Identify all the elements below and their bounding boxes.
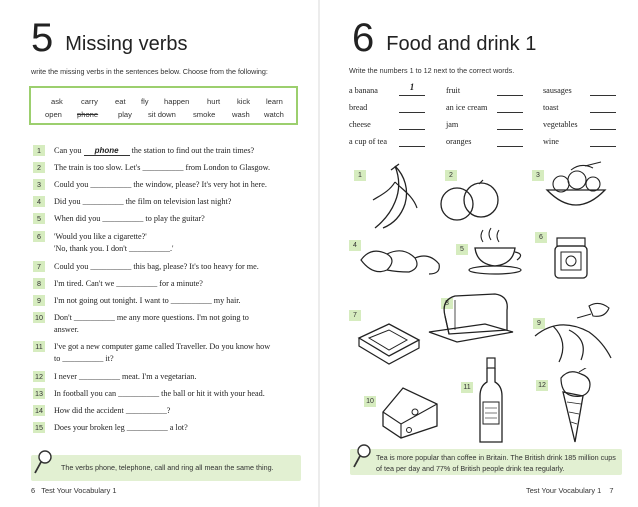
food-word: fruit [446, 86, 461, 95]
food-word: an ice cream [446, 103, 488, 112]
tip-box [350, 449, 622, 475]
unit-number: 6 [352, 16, 375, 60]
question-text: Could you __________ this bag, please? It's too heavy for me. [54, 262, 259, 271]
answer-blank [497, 86, 523, 96]
question-number: 5 [33, 213, 45, 224]
question-number: 6 [33, 231, 45, 242]
question-number: 14 [35, 406, 43, 415]
word-item: carry [81, 97, 98, 106]
answer-blank [590, 86, 616, 96]
food-word: cheese [349, 120, 371, 129]
answer-blank [399, 120, 425, 130]
question-text: In football you can __________ the ball or hit it with your head. [54, 389, 265, 398]
question-number: 4 [33, 196, 45, 207]
answer-blank [590, 137, 616, 147]
page-number: 7 [609, 486, 614, 495]
page-gutter [318, 0, 320, 507]
question-text-line2: 'No, thank you. I don't __________.' [54, 244, 174, 253]
word-item: learn [266, 97, 283, 106]
word-item: open [45, 110, 62, 119]
tip-text-line1: Tea is more popular than coffee in Britain. The British drink 185 million cups [376, 453, 616, 462]
food-word: vegetables [543, 120, 578, 129]
magnifier-icon [33, 449, 53, 475]
question-text: I'm not going out tonight. I want to __________ my hair. [54, 296, 241, 305]
question-text: Could you __________ the window, please? It's very hot in here. [54, 180, 267, 189]
word-item: play [118, 110, 132, 119]
question-number: 2 [33, 162, 45, 173]
word-item: ask [51, 97, 63, 106]
question-text: Don't __________ me any more questions. I'm not going to [54, 313, 249, 322]
word-item: kick [237, 97, 251, 106]
question-number: 11 [33, 341, 45, 352]
fruit-bowl-illustration [541, 160, 611, 216]
example-answer: phone [84, 146, 130, 156]
answer-blank [497, 103, 523, 113]
answer-blank [497, 120, 523, 130]
food-word: jam [446, 120, 459, 129]
answer-blank [590, 120, 616, 130]
food-word: sausages [543, 86, 572, 95]
word-item: happen [164, 97, 190, 106]
instruction: Write the numbers 1 to 12 next to the correct words. [349, 66, 515, 75]
word-item: watch [264, 110, 284, 119]
banana-illustration [365, 162, 421, 232]
unit-heading [31, 18, 188, 58]
question-text: 'Would you like a cigarette?' [54, 232, 147, 241]
food-word: a cup of tea [349, 137, 387, 146]
unit-title: Food and drink 1 [386, 33, 537, 55]
question-text-end: the station to find out the train times? [129, 146, 255, 155]
question-number: 7 [33, 261, 45, 272]
picture-number: 1 [354, 170, 366, 181]
teacup-illustration [467, 226, 533, 276]
bread-illustration [425, 286, 517, 346]
book-title: Test Your Vocabulary 1 [41, 486, 117, 495]
unit-title: Missing verbs [65, 33, 188, 55]
word-item: smoke [193, 110, 216, 119]
food-word-list [349, 82, 629, 146]
footer [31, 486, 117, 495]
question-text: I'm tired. Can't we __________ for a minute? [54, 279, 203, 288]
answer-blank [590, 103, 616, 113]
toast-illustration [355, 318, 425, 374]
picture-number: 11 [461, 382, 473, 393]
answer-blank [497, 137, 523, 147]
page-number: 6 [31, 486, 36, 495]
word-item-used: phone [77, 110, 99, 119]
food-word: oranges [446, 137, 472, 146]
picture-number: 10 [364, 396, 376, 407]
vegetables-illustration [529, 296, 619, 368]
question-number: 9 [33, 295, 45, 306]
picture-number: 3 [532, 170, 544, 181]
footer [526, 486, 614, 495]
picture-number: 4 [349, 240, 361, 251]
word-item: hurt [207, 97, 221, 106]
question-text: Does your broken leg __________ a lot? [54, 423, 188, 432]
question-number: 3 [33, 179, 45, 190]
question-text: How did the accident __________? [54, 406, 171, 415]
question-text: When did you __________ to play the guitar? [54, 214, 205, 223]
instruction: write the missing verbs in the sentences below. Choose from the following: [31, 67, 268, 76]
tip-text: The verbs phone, telephone, call and ring all mean the same thing. [61, 463, 274, 472]
picture-number: 5 [456, 244, 468, 255]
word-item: wash [232, 110, 250, 119]
left-page [0, 0, 318, 507]
ice-cream-illustration [549, 368, 599, 446]
tip-box [31, 455, 301, 481]
unit-heading [352, 18, 536, 58]
food-word: bread [349, 103, 368, 112]
oranges-illustration [439, 176, 501, 224]
word-item: eat [115, 97, 126, 106]
question-text-start: Can you [54, 146, 84, 155]
sausages-illustration [357, 242, 443, 282]
question-text: I've got a new computer game called Traveller. Do you know how [54, 342, 271, 351]
question-text-line2: to __________ it? [54, 354, 114, 363]
word-box [29, 86, 298, 125]
picture-number: 12 [536, 380, 548, 391]
tip-text-line2: of tea per day and 77% of British people drink tea regularly. [376, 464, 565, 473]
unit-number: 5 [31, 16, 54, 60]
picture-number: 9 [533, 318, 545, 329]
word-item: fly [141, 97, 149, 106]
question-number: 1 [33, 145, 45, 156]
question-number: 8 [33, 278, 45, 289]
question-number: 13 [35, 389, 43, 398]
question-text [54, 145, 306, 157]
cheese-illustration [379, 382, 441, 444]
question-text: Did you __________ the film on television last night? [54, 197, 232, 206]
magnifier-icon [352, 443, 372, 469]
picture-number: 8 [441, 298, 453, 309]
wine-bottle-illustration [476, 356, 506, 446]
answer-blank [399, 86, 425, 96]
picture-number: 2 [445, 170, 457, 181]
book-title: Test Your Vocabulary 1 [526, 486, 602, 495]
food-word: toast [543, 103, 559, 112]
question-number: 10 [35, 313, 43, 322]
answer-blank [399, 103, 425, 113]
word-item: sit down [148, 110, 176, 119]
food-word: a banana [349, 86, 378, 95]
question-text: The train is too slow. Let's __________ from London to Glasgow. [54, 163, 270, 172]
question-number: 15 [35, 423, 43, 432]
question-text: I never __________ meat. I'm a vegetarian. [54, 372, 197, 381]
answer-blank [399, 137, 425, 147]
picture-number: 6 [535, 232, 547, 243]
question-number: 12 [35, 372, 43, 381]
picture-number: 7 [349, 310, 361, 321]
food-word: wine [543, 137, 559, 146]
jam-jar-illustration [551, 234, 591, 280]
question-text-line2: answer. [54, 325, 79, 334]
example-answer: 1 [409, 82, 415, 92]
right-page [321, 0, 638, 507]
